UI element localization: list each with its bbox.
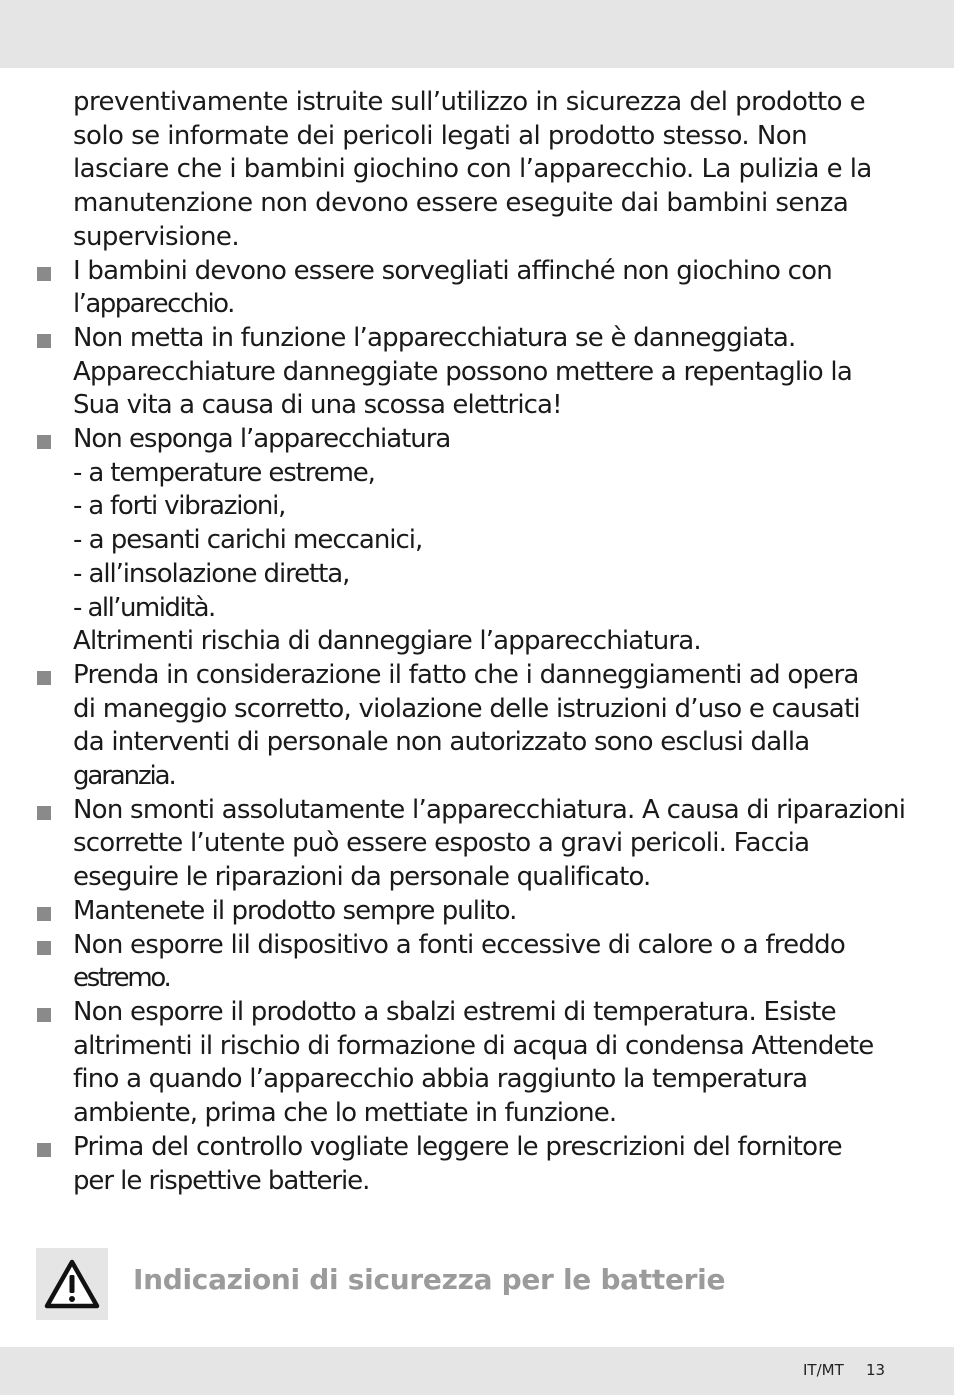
text-line: di maneggio scorretto, violazione delle istruzioni d’uso e causati [73,693,860,724]
text-line: manutenzione non devono essere eseguite dai bambini senza [73,188,849,219]
text-line: Non metta in funzione l’apparecchiatura se è danneggiata. [73,322,796,353]
list-item [0,929,954,996]
text-line: - a forti vibrazioni, [73,491,286,522]
text-line: eseguire le riparazioni da personale qualificato. [73,862,651,893]
text-line: Prima del controllo vogliate leggere le prescrizioni del fornitore [73,1131,842,1162]
text-line: Prenda in considerazione il fatto che i danneggiamenti ad opera [73,659,859,690]
list-item [0,996,954,1131]
text-line: estremo. [73,963,170,994]
text-line: - a temperature estreme, [73,457,375,488]
section-title: Indicazioni di sicurezza per le batterie [133,1263,726,1296]
square-bullet-icon [37,267,51,281]
safety-list [0,255,954,1199]
intro-paragraph [73,86,933,255]
language-code: IT/MT [803,1361,844,1379]
page-number: 13 [866,1361,886,1379]
text-line: lasciare che i bambini giochino con l’apparecchio. La pulizia e la [73,154,872,185]
text-line: per le rispettive batterie. [73,1165,370,1196]
text-line: Non esporre lil dispositivo a fonti eccessive di calore o a freddo [73,929,845,960]
list-item [0,423,954,659]
text-line: Non esponga l’apparecchiatura [73,424,451,455]
text-line: I bambini devono essere sorvegliati affinché non giochino con [73,255,832,286]
text-line: garanzia. [73,761,175,792]
text-line: - all’insolazione diretta, [73,558,350,589]
text-line: Sua vita a causa di una scossa elettrica! [73,390,562,421]
square-bullet-icon [37,941,51,955]
text-line: Non esporre il prodotto a sbalzi estremi di temperatura. Esiste [73,996,836,1027]
warning-box [36,1248,108,1320]
square-bullet-icon [37,671,51,685]
battery-safety-heading [36,1248,916,1320]
warning-triangle-icon [44,1258,100,1310]
text-line: solo se informate dei pericoli legati al prodotto stesso. Non [73,120,808,151]
text-line: altrimenti il rischio di formazione di acqua di condensa Attendete [73,1030,874,1061]
text-line: scorrette l’utente può essere esposto a gravi pericoli. Faccia [73,828,810,859]
text-line: Altrimenti rischia di danneggiare l’apparecchiatura. [73,626,701,657]
list-item [0,794,954,895]
list-item [0,659,954,794]
text-line: Non smonti assolutamente l’apparecchiatura. A causa di riparazioni [73,794,906,825]
footer-band [0,1347,954,1395]
text-line: supervisione. [73,221,240,252]
body-text [0,86,954,1198]
square-bullet-icon [37,806,51,820]
text-line: Apparecchiature danneggiate possono mettere a repentaglio la [73,356,852,387]
list-item [0,255,954,322]
text-line: Mantenete il prodotto sempre pulito. [73,895,517,926]
square-bullet-icon [37,1143,51,1157]
text-line: fino a quando l’apparecchio abbia raggiunto la temperatura [73,1064,808,1095]
square-bullet-icon [37,907,51,921]
list-item [0,322,954,423]
square-bullet-icon [37,334,51,348]
text-line: preventivamente istruite sull’utilizzo in sicurezza del prodotto e [73,87,866,117]
text-line: da interventi di personale non autorizzato sono esclusi dalla [73,727,810,758]
header-band [0,0,954,68]
text-line: ambiente, prima che lo mettiate in funzione. [73,1098,617,1129]
square-bullet-icon [37,1008,51,1022]
square-bullet-icon [37,435,51,449]
text-line: l’apparecchio. [73,289,234,320]
text-line: - a pesanti carichi meccanici, [73,525,423,556]
list-item [0,895,954,929]
list-item [0,1131,954,1198]
text-line: - all’umidità. [73,592,215,623]
